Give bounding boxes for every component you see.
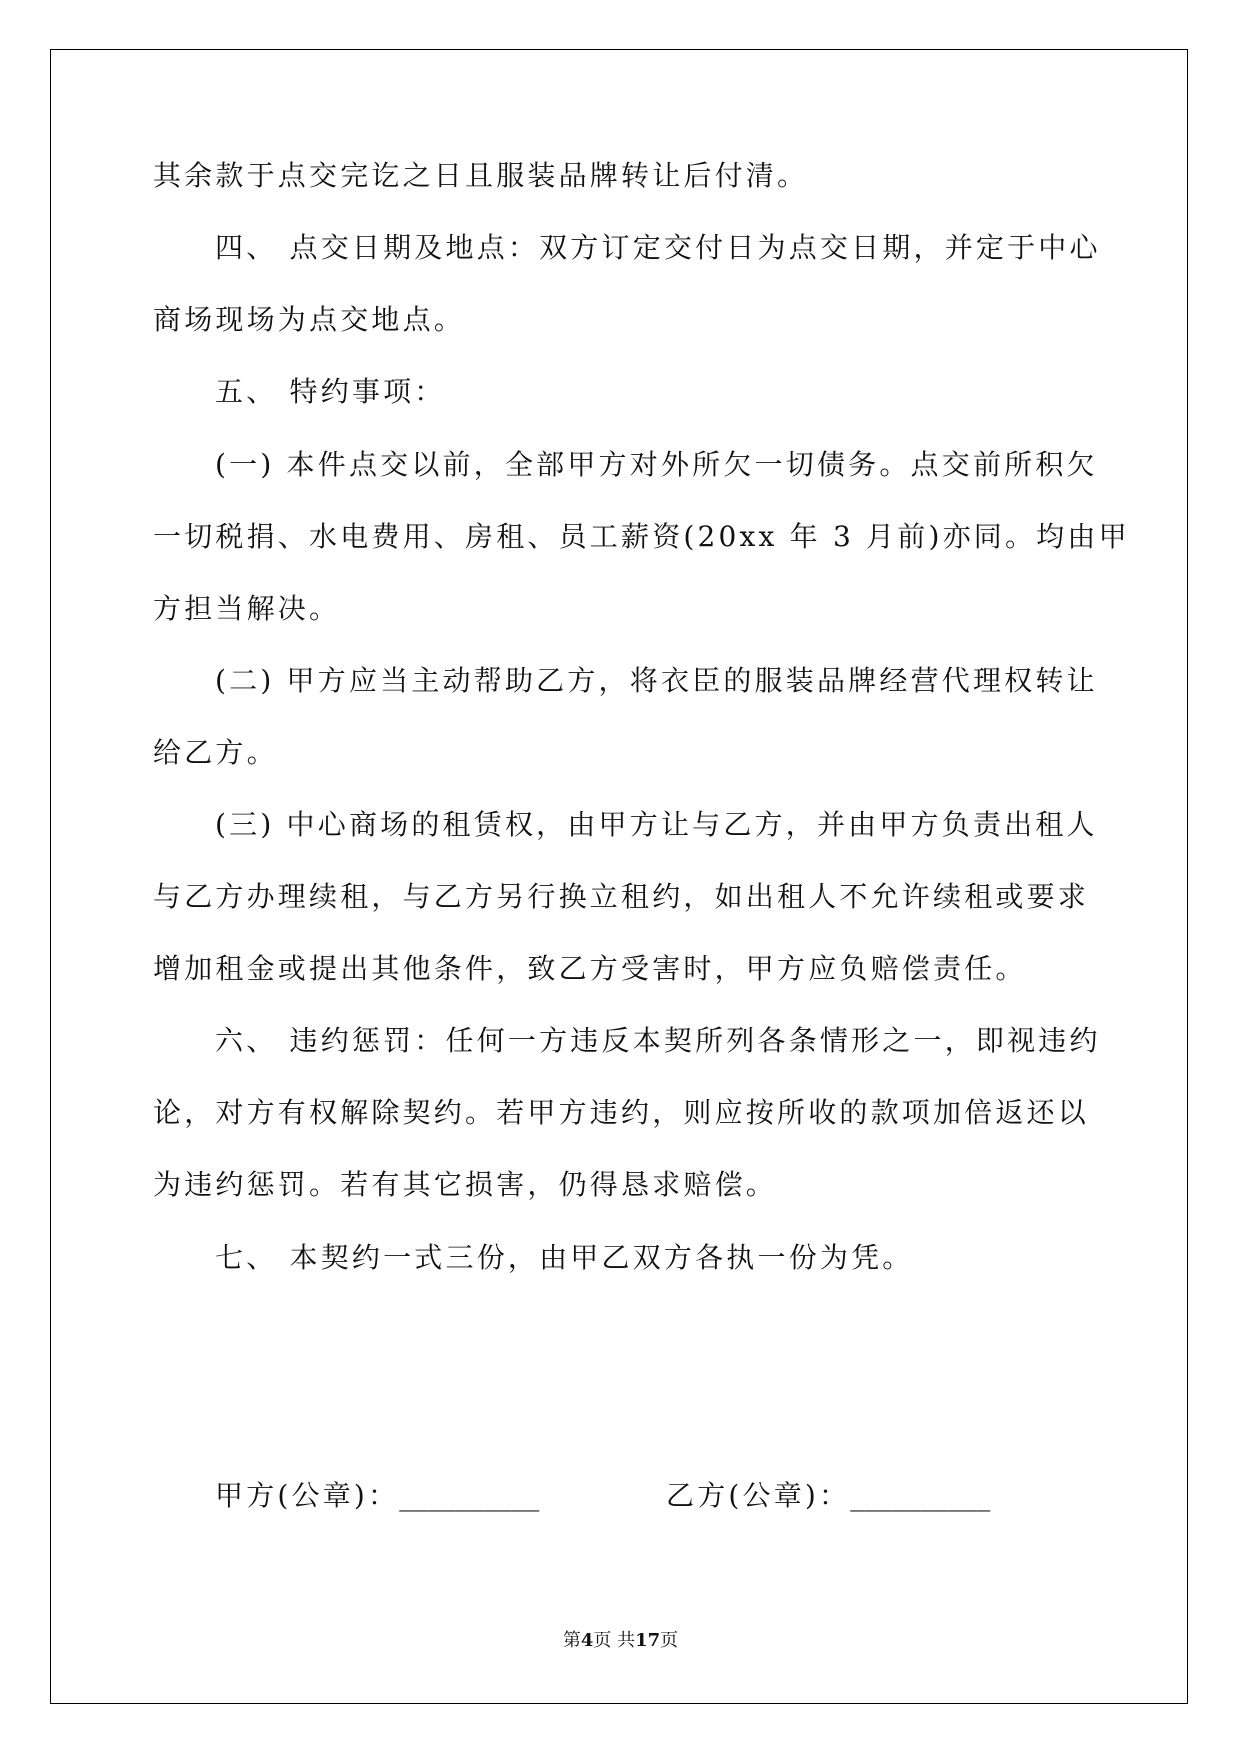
item-2-line-2: 给乙方。 — [153, 736, 278, 769]
clause-6-line-1: 六、 违约惩罚：任何一方违反本契所列各条情形之一，即视违约 — [215, 1024, 1101, 1057]
party-b-label: 乙方(公章)： — [666, 1479, 851, 1512]
party-b-signature — [666, 1474, 990, 1514]
footer-prefix: 第 — [562, 1630, 581, 1651]
footer-mid: 页 共 — [593, 1630, 636, 1651]
item-1-line-3: 方担当解决。 — [153, 592, 341, 625]
clause-5-heading: 五、 特约事项： — [215, 375, 446, 408]
page-total: 17 — [635, 1630, 661, 1651]
party-b-blank: __________ — [850, 1479, 991, 1512]
item-1-line-1: (一) 本件点交以前，全部甲方对外所欠一切债务。点交前所积欠 — [215, 448, 1098, 481]
page-footer — [0, 1626, 1241, 1652]
item-3-line-3: 增加租金或提出其他条件，致乙方受害时，甲方应负赔偿责任。 — [153, 952, 1027, 985]
item-1-line-2: 一切税捐、水电费用、房租、员工薪资(20xx 年 3 月前)亦同。均由甲 — [153, 520, 1130, 553]
clause-6-line-2: 论，对方有权解除契约。若甲方违约，则应按所收的款项加倍返还以 — [153, 1096, 1090, 1129]
body-line-1: 其余款于点交完讫之日且服装品牌转让后付清。 — [153, 159, 809, 192]
party-a-signature — [215, 1474, 539, 1514]
clause-7-line-1: 七、 本契约一式三份，由甲乙双方各执一份为凭。 — [215, 1241, 914, 1274]
page-number: 4 — [580, 1630, 594, 1651]
party-a-blank: __________ — [399, 1479, 540, 1512]
item-2-line-1: (二) 甲方应当主动帮助乙方，将衣臣的服装品牌经营代理权转让 — [215, 664, 1098, 697]
footer-suffix: 页 — [660, 1630, 679, 1651]
item-3-line-2: 与乙方办理续租，与乙方另行换立租约，如出租人不允许续租或要求 — [153, 880, 1090, 913]
party-a-label: 甲方(公章)： — [215, 1479, 400, 1512]
clause-4-line-2: 商场现场为点交地点。 — [153, 303, 466, 336]
clause-6-line-3: 为违约惩罚。若有其它损害，仍得恳求赔偿。 — [153, 1168, 778, 1201]
item-3-line-1: (三) 中心商场的租赁权，由甲方让与乙方，并由甲方负责出租人 — [215, 808, 1098, 841]
clause-4-line-1: 四、 点交日期及地点：双方订定交付日为点交日期，并定于中心 — [215, 231, 1101, 264]
